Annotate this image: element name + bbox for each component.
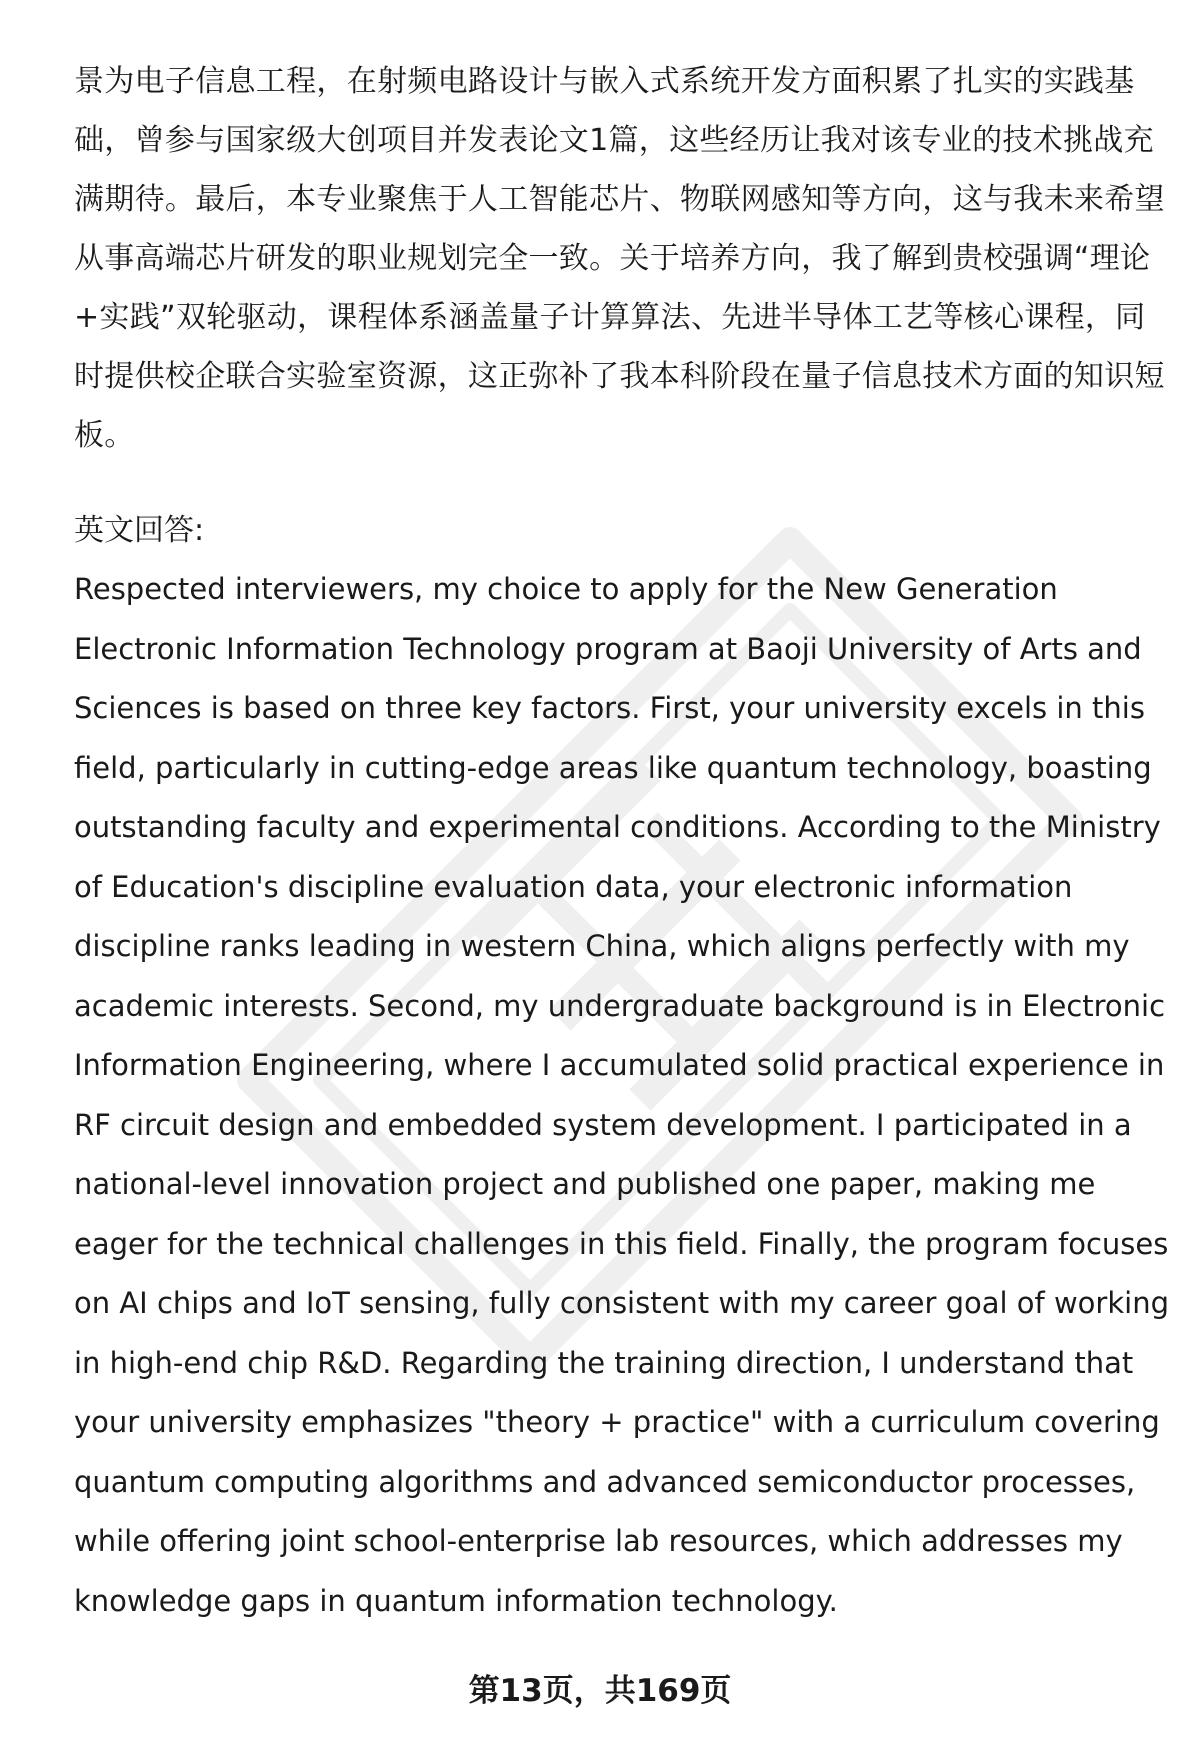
text-line: quantum computing algorithms and advanced semiconductor processes, [74,1464,1136,1499]
text-line: discipline ranks leading in western China, which aligns perfectly with my [74,929,1130,963]
text-line: RF circuit design and embedded system development. I participated in a [74,1107,1132,1142]
text-line: academic interests. Second, my undergraduate background is in Electronic [74,988,1166,1023]
document-body [74,52,1169,1631]
text-line: national-level innovation project and published one paper, making me [74,1167,1096,1201]
english-answer-paragraph [74,560,1169,1631]
text-line: field, particularly in cutting-edge areas like quantum technology, boasting [74,750,1152,785]
text-line: 板。 [74,418,135,453]
text-line: Electronic Information Technology program at Baoji University of Arts and [74,631,1142,666]
english-answer-label: 英文回答: [74,513,205,548]
text-line: 满期待。最后，本专业聚焦于人工智能芯片、物联网感知等方向，这与我未来希望 [74,182,1165,217]
text-line: while offering joint school-enterprise lab resources, which addresses my [74,1524,1123,1558]
text-line: in high-end chip R&D. Regarding the training direction, I understand that [74,1345,1134,1380]
text-line: on AI chips and IoT sensing, fully consistent with my career goal of working [74,1286,1169,1320]
text-line: Respected interviewers, my choice to apply for the New Generation [74,572,1058,606]
text-line: +实践”双轮驱动，课程体系涵盖量子计算算法、先进半导体工艺等核心课程，同 [74,300,1146,335]
chinese-answer-paragraph [74,52,1165,465]
text-line: 景为电子信息工程，在射频电路设计与嵌入式系统开发方面积累了扎实的实践基 [74,64,1135,99]
text-line: Information Engineering, where I accumulated solid practical experience in [74,1048,1165,1082]
page-number-footer: 第13页，共169页 [468,1673,732,1709]
text-line: 础，曾参与国家级大创项目并发表论文1篇，这些经历让我对该专业的技术挑战充 [74,123,1154,158]
text-line: Sciences is based on three key factors. First, your university excels in this [74,691,1145,725]
text-line: outstanding faculty and experimental conditions. According to the Ministry [74,810,1161,844]
text-line: knowledge gaps in quantum information technology. [74,1583,838,1618]
text-line: 时提供校企联合实验室资源，这正弥补了我本科阶段在量子信息技术方面的知识短 [74,359,1165,394]
text-line: of Education's discipline evaluation data, your electronic information [74,869,1073,904]
text-line: 从事高端芯片研发的职业规划完全一致。关于培养方向，我了解到贵校强调“理论 [74,241,1151,276]
text-line: your university emphasizes "theory + practice" with a curriculum covering [74,1405,1160,1439]
text-line: eager for the technical challenges in this field. Finally, the program focuses [74,1226,1169,1261]
